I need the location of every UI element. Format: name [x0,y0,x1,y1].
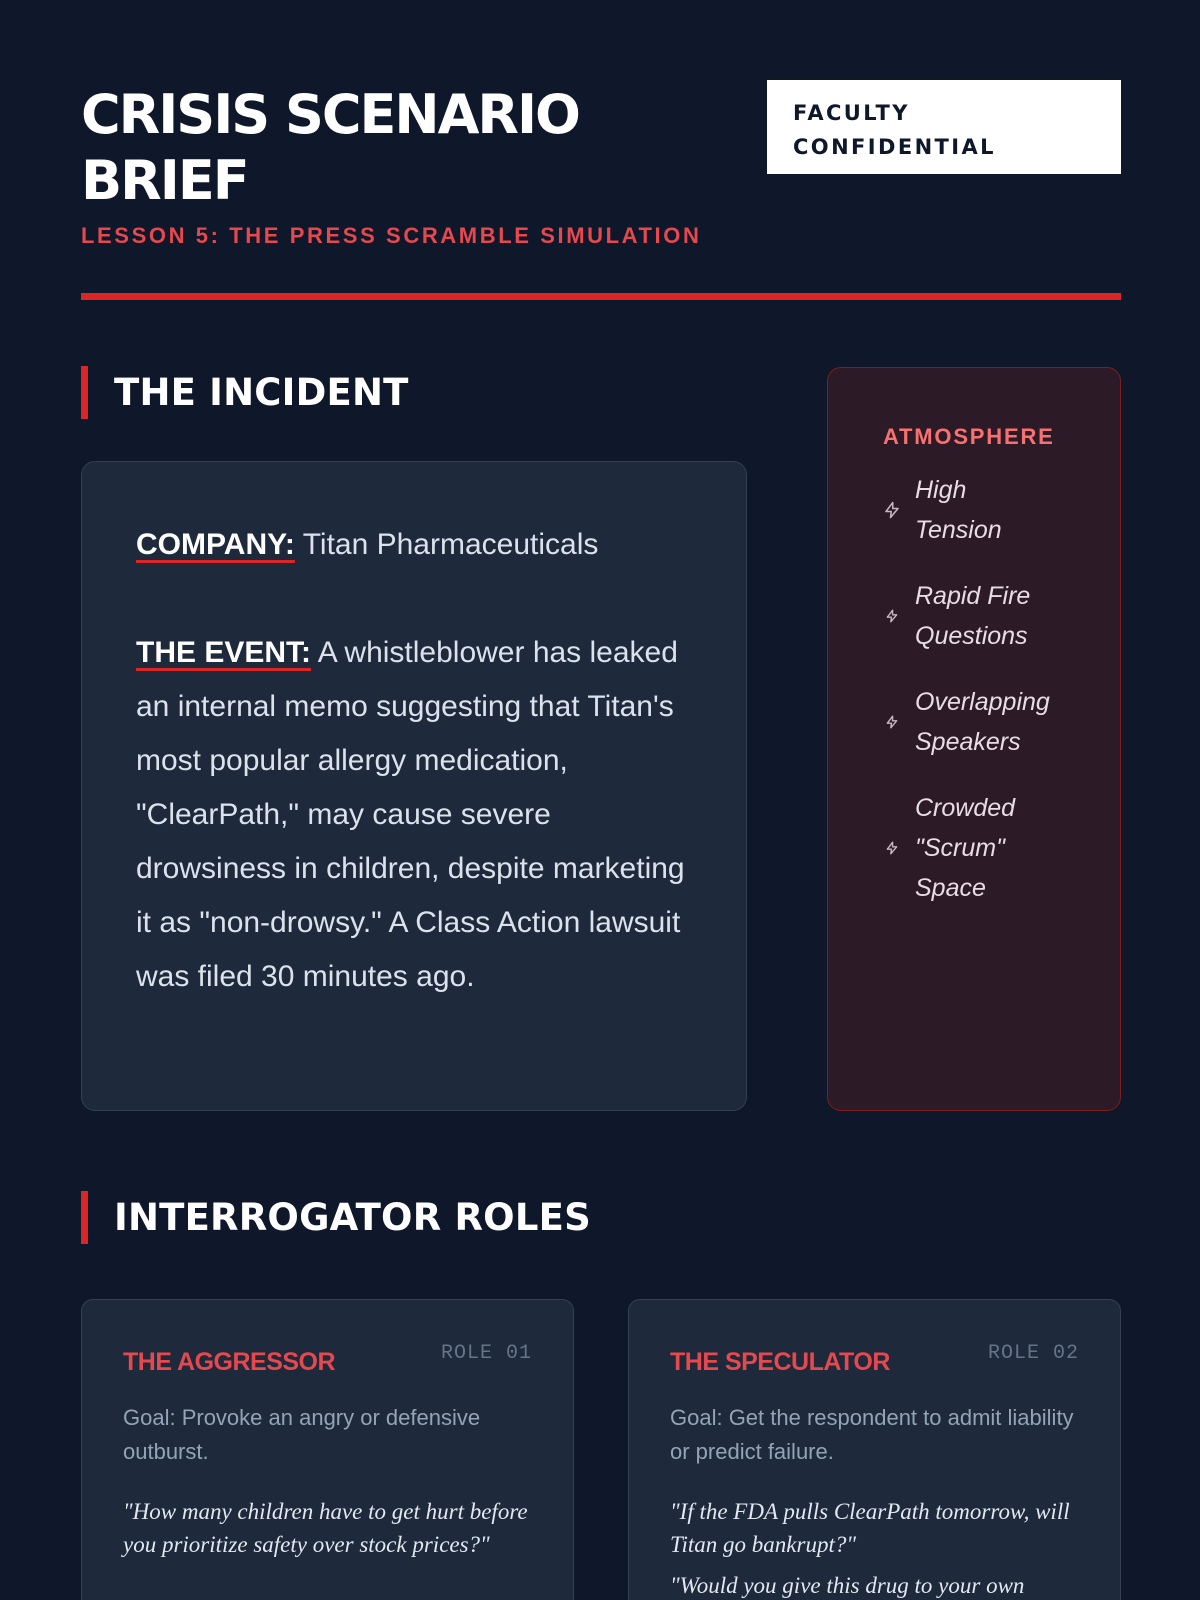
roles-section-heading [81,1191,591,1244]
role-name: THE AGGRESSOR [123,1348,336,1376]
page-title: CRISIS SCENARIO BRIEF [81,83,579,212]
role-quote: "How many children have to get hurt before you prioritize safety over stock prices?" [123,1499,528,1557]
role-card-header [670,1342,1079,1377]
role-goal: Goal: Provoke an angry or defensive outburst. [123,1405,481,1464]
confidential-badge: FACULTY CONFIDENTIAL [767,80,1121,174]
bolt-icon [883,840,901,856]
atmosphere-item-label: High Tension [915,476,1002,544]
role-card [628,1299,1121,1600]
event-text: A whistleblower has leaked an internal memo suggesting that Titan's most popular allergy medication, "ClearPath," may cause severe drowsiness in children, despite marketing it as "non-drowsy." A Class Action lawsuit was filed 30 minutes ago. [136,636,685,993]
company-label: COMPANY: [136,528,295,561]
company-value: Titan Pharmaceuticals [302,528,599,561]
role-number: ROLE 02 [987,1342,1079,1365]
role-number: ROLE 01 [440,1342,532,1365]
section-accent-bar [81,366,88,419]
bolt-icon [883,608,901,624]
role-quote: "Would you give this drug to your own [670,1573,1025,1598]
role-goal: Goal: Get the respondent to admit liability or predict failure. [670,1405,1074,1464]
atmosphere-item [883,682,1120,762]
company-line [136,518,692,572]
atmosphere-item [883,788,1120,908]
atmosphere-item [883,576,1120,656]
atmosphere-item-label: Crowded "Scrum" Space [915,794,1016,902]
atmosphere-item-label: Overlapping Speakers [915,688,1050,756]
event-paragraph [136,626,692,1004]
page-subtitle: LESSON 5: THE PRESS SCRAMBLE SIMULATION [81,223,702,248]
role-card [81,1299,574,1600]
incident-heading: THE INCIDENT [114,371,409,414]
atmosphere-item [883,470,1120,550]
atmosphere-item-label: Rapid Fire Questions [915,582,1031,650]
incident-section-heading [81,366,409,419]
atmosphere-title: ATMOSPHERE [883,424,1055,449]
role-quote: "If the FDA pulls ClearPath tomorrow, will Titan go bankrupt?" [670,1499,1070,1557]
event-label: THE EVENT: [136,636,312,669]
header-divider [81,293,1121,300]
role-name: THE SPECULATOR [670,1348,890,1376]
section-accent-bar [81,1191,88,1244]
bolt-icon [883,714,901,730]
role-card-header [123,1342,532,1377]
atmosphere-panel [827,367,1121,1111]
incident-card [81,461,747,1111]
roles-heading: INTERROGATOR ROLES [114,1196,591,1239]
bolt-icon [883,497,901,523]
